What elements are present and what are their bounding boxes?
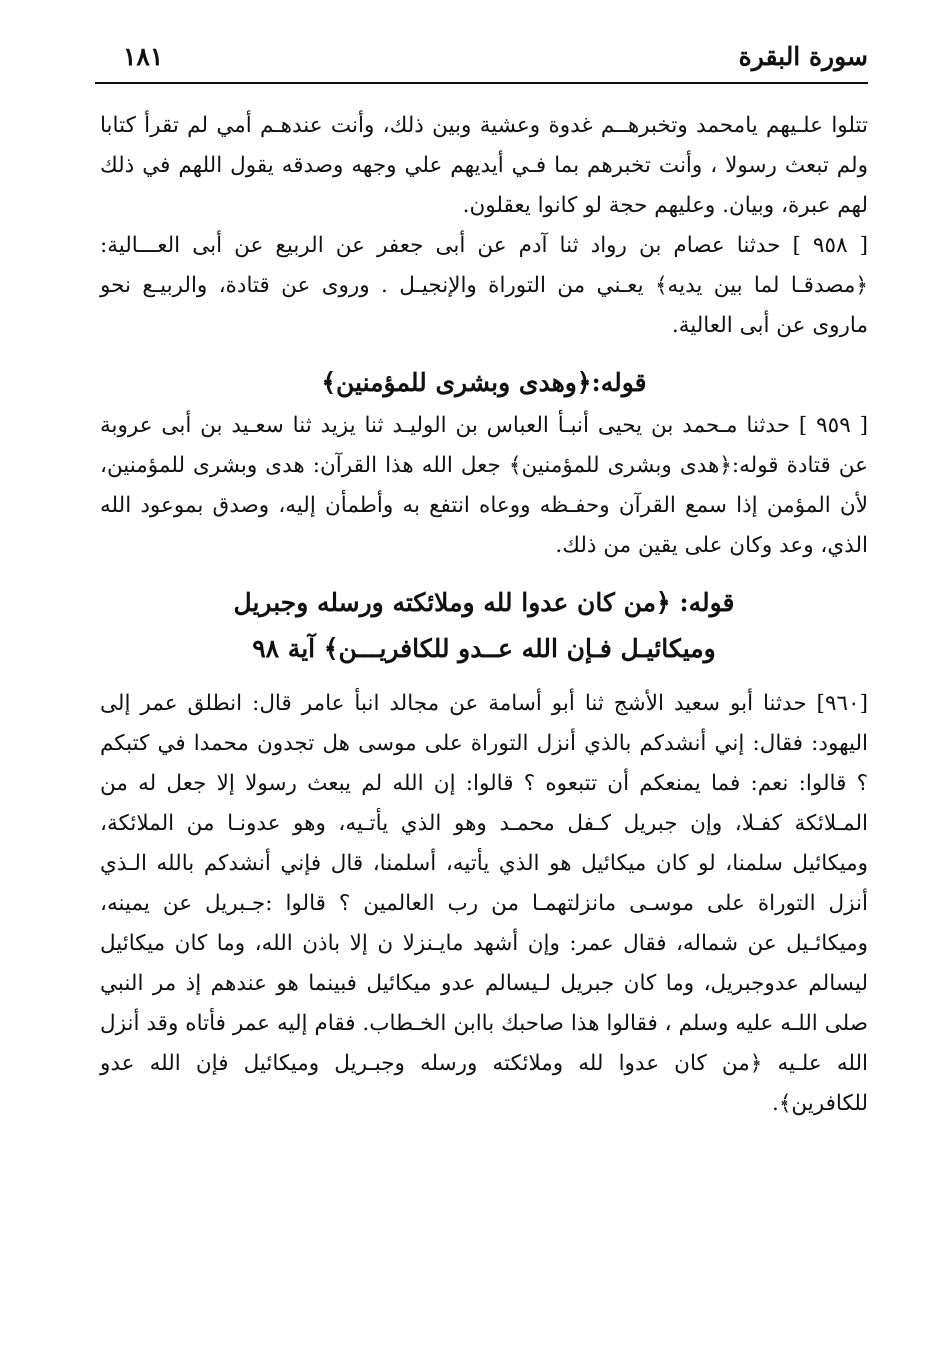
page-header [95, 38, 868, 84]
paragraph-958: [ ٩٥٨ ] حدثنا عصام بن رواد ثنا آدم عن أبى جعفر عن الربيع عن أبى العـــالية: ﴿مصدقـا لما بين يديه﴾ يعـني من التوراة والإنجيـل . وروى عن قتادة، والربيـع نحو ماروى عن أبى العالية. [100, 233, 868, 338]
paragraph-959: [ ٩٥٩ ] حدثنا مـحمد بن يحيى أنبـأ العباس بن الوليـد ثنا يزيد ثنا سعـيد بن أبى عروبة عن قتادة قوله:﴿هدى وبشرى للمؤمنين﴾ جعل الله هذا القرآن: هدى وبشرى للمؤمنين، لأن المؤمن إذا سمع القرآن وحفـظه ووعاه انتفع به وأطمأن إليه، وصدق بموعود الله الذي، وعد وكان على يقين من ذلك. [100, 413, 869, 558]
verse-heading-1: قوله:﴿وهدى وبشرى للمؤمنين﴾ [321, 368, 647, 397]
verse-heading-2-line-1: قوله: ﴿من كان عدوا لله وملائكته ورسله وجبريل [233, 588, 735, 617]
page-content [100, 106, 868, 1124]
surah-title: سورة البقرة [738, 42, 868, 71]
verse-heading-2-line-2: وميكائيـل فـإن الله عــدو للكافريـــن﴾ آية ٩٨ [252, 634, 716, 663]
paragraph-continuation: تتلوا علـيهم يامحمد وتخبرهــم غدوة وعشية وبين ذلك، وأنت عندهـم أمي لم تقرأ كتابا ولم تبعث رسولا ، وأنت تخبرهم بما فـي أيديهم علي وجهه وصدقه يقول اللهم في ذلك لهم عبرة، وبيان. وعليهم حجة لو كانوا يعقلون. [100, 113, 868, 218]
paragraph-960: [٩٦٠] حدثنا أبو سعيد الأشج ثنا أبو أسامة عن مجالد انبأ عامر قال: انطلق عمر إلى اليهود: فقال: إني أنشدكم بالذي أنزل التوراة على موسى هل تجدون محمدا في كتبكم ؟ قالوا: نعم: فما يمنعكم أن تتبعوه ؟ قالوا: إن الله لم يبعث رسولا إلا جعل له من المـلائكة كفـلا، وإن جبريل كـفل محمـد وهو الذي يأتـيه، وهو عدونـا من الملائكة، وميكائيل سلمنا، لو كان ميكائيل هو الذي يأتيه، أسلمنا، قال فإني أنشدكم بالله الـذي أنزل التوراة على موسـى مانزلتهمـا من رب العالمين ؟ قالوا :جـبريل عن يمينه، وميكائـيل عن شماله، فقال عمر: وإن أشهد مايـنزلا ن إلا باذن الله، وما كان ميكائيل ليسالم عدوجبريل، وما كان جبريل لـيسالم عدو ميكائيل فبينما هو عندهم إذ مر النبي صلى اللـه عليه وسلم ، فقالوا هذا صاحبك باابن الخـطاب. فقام إليه عمر فأتاه وقد أنزل الله علـيه ﴿من كان عدوا لله وملائكته ورسله وجبـريل وميكائيل فإن الله عدو للكافرين﴾. [100, 691, 868, 1116]
page-number: ١٨١ [123, 42, 164, 71]
verse-heading-2 [100, 580, 868, 672]
